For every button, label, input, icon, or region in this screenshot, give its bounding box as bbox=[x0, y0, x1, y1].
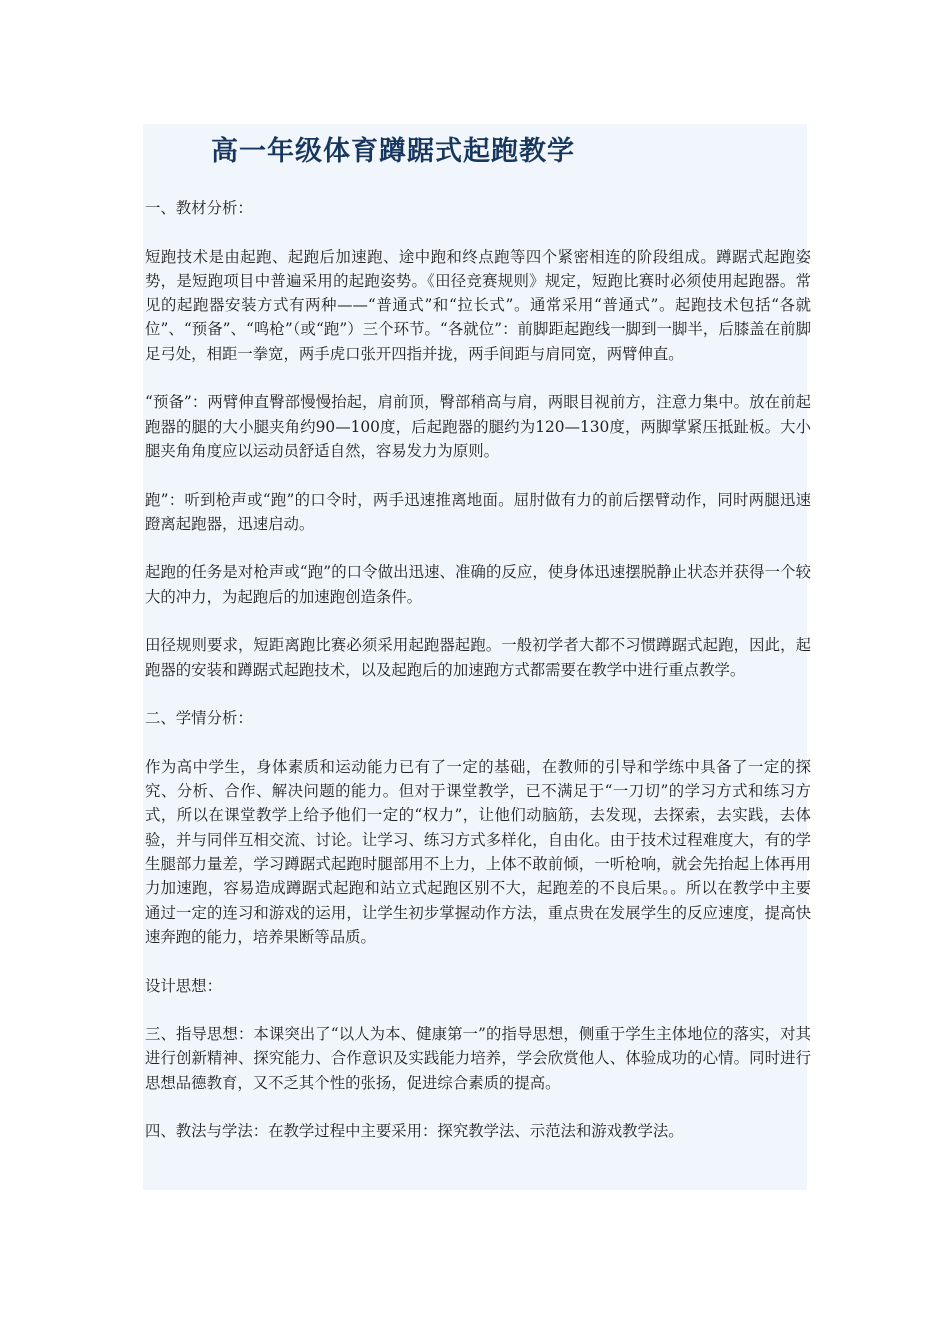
paragraph-student-analysis: 作为高中学生，身体素质和运动能力已有了一定的基础，在教师的引导和学练中具备了一定的探究、分析、合作、解决问题的能力。但对于课堂教学，已不满足于“一刀切”的学习方式和练习方式，所以在课堂教学上给予他们一定的“权力”，让他们动脑筋，去发现，去探索，去实践，去体验，并与同伴互相交流、讨论。让学习、练习方式多样化，自由化。由于技术过程难度大，有的学生腿部力量差，学习蹲踞式起跑时腿部用不上力，上体不敢前倾，一听枪响，就会先抬起上体再用力加速跑，容易造成蹲踞式起跑和站立式起跑区别不大，起跑差的不良后果。。所以在教学中主要通过一定的连习和游戏的运用，让学生初步掌握动作方法，重点贵在发展学生的反应速度，提高快速奔跑的能力，培养果断等品质。 bbox=[145, 757, 811, 946]
document-body bbox=[145, 196, 811, 1144]
paragraph-track-rules: 田径规则要求，短距离跑比赛必须采用起跑器起跑。一般初学者大都不习惯蹲踞式起跑，因此，起跑器的安装和蹲踞式起跑技术，以及起跑后的加速跑方式都需要在教学中进行重点教学。 bbox=[145, 636, 811, 679]
section-heading-textbook-analysis: 一、教材分析： bbox=[145, 199, 253, 217]
paragraph-sprint-technique: 短跑技术是由起跑、起跑后加速跑、途中跑和终点跑等四个紧密相连的阶段组成。蹲踞式起跑姿势，是短跑项目中普遍采用的起跑姿势。《田径竞赛规则》规定，短跑比赛时必须使用起跑器。常见的起跑器安装方式有两种——“普通式”和“拉长式”。通常采用“普通式”。起跑技术包括“各就位”、“预备”、“鸣枪”（或“跑”）三个环节。“各就位”：前脚距起跑线一脚到一脚半，后膝盖在前脚足弓处，相距一拳宽，两手虎口张开四指并拢，两手间距与肩同宽，两臂伸直。 bbox=[145, 247, 811, 363]
paragraph-go-signal: 跑”：听到枪声或“跑”的口令时，两手迅速推离地面。屈肘做有力的前后摆臂动作，同时两腿迅速蹬离起跑器，迅速启动。 bbox=[145, 490, 811, 533]
paragraph-start-task: 起跑的任务是对枪声或“跑”的口令做出迅速、准确的反应，使身体迅速摆脱静止状态并获得一个较大的冲力，为起跑后的加速跑创造条件。 bbox=[145, 563, 811, 606]
section-heading-student-analysis: 二、学情分析： bbox=[145, 709, 253, 728]
paragraph-guiding-idea: 三、指导思想：本课突出了“以人为本、健康第一”的指导思想，侧重于学生主体地位的落实，对其进行创新精神、探究能力、合作意识及实践能力培养，学会欣赏他人、体验成功的心情。同时进行思想品德教育，又不乏其个性的张扬，促进综合素质的提高。 bbox=[145, 1025, 811, 1092]
section-heading-design-idea: 设计思想： bbox=[145, 976, 222, 995]
paragraph-teaching-methods: 四、教法与学法：在教学过程中主要采用：探究教学法、示范法和游戏教学法。 bbox=[145, 1122, 684, 1141]
document-title: 高一年级体育蹲踞式起跑教学 bbox=[211, 136, 575, 167]
paragraph-ready-position: “预备”：两臂伸直臀部慢慢抬起，肩前顶，臀部稍高与肩，两眼目视前方，注意力集中。放在前起跑器的腿的大小腿夹角约90—100度，后起跑器的腿约为120—130度，两脚掌紧压抵趾板。大小腿夹角角度应以运动员舒适自然，容易发力为原则。 bbox=[145, 393, 811, 460]
